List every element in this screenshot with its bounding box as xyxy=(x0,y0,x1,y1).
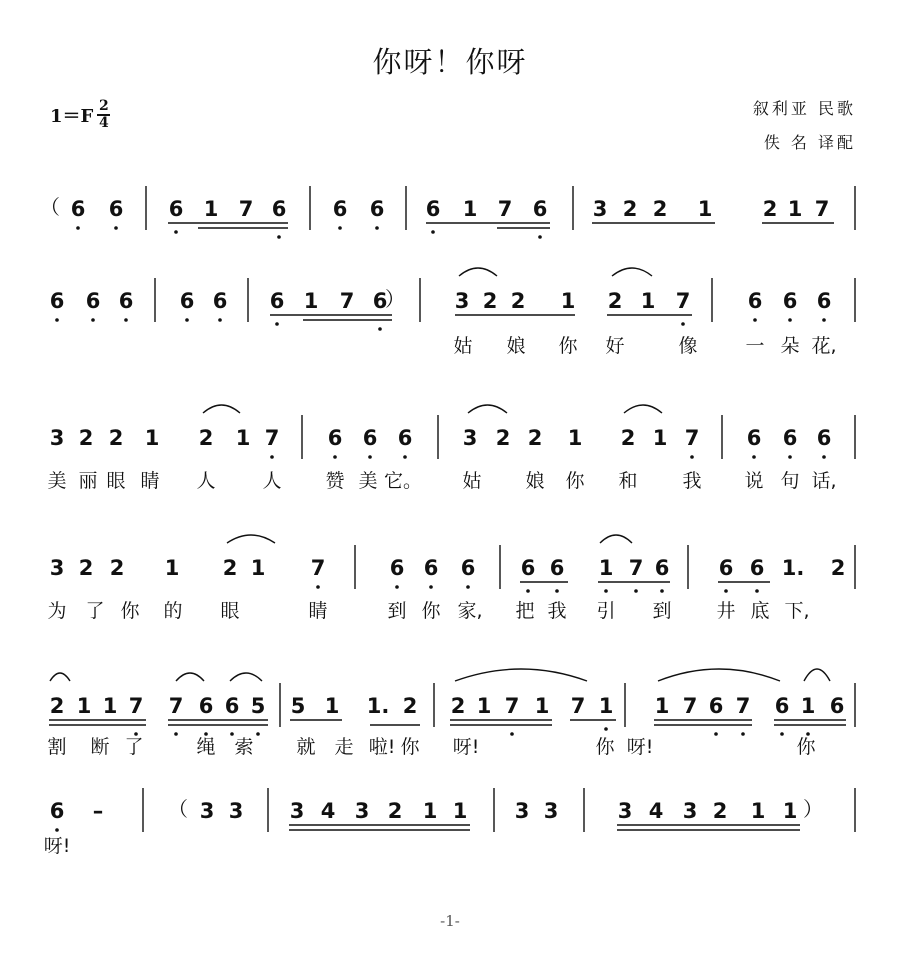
slur xyxy=(455,669,587,681)
note: 2 xyxy=(620,426,636,450)
octave-dot xyxy=(378,327,382,331)
note: 6 xyxy=(327,426,343,450)
octave-dot xyxy=(755,589,759,593)
note: 6 xyxy=(372,289,388,313)
lyric-char: 你 xyxy=(558,335,578,357)
note: 3 xyxy=(49,426,65,450)
lyric-char: 美 xyxy=(47,470,67,492)
note: 1 xyxy=(476,694,492,718)
note: 2 xyxy=(510,289,526,313)
note: 6 xyxy=(520,556,536,580)
lyric-char: 下, xyxy=(784,600,810,622)
note: 7 xyxy=(264,426,280,450)
octave-dot xyxy=(690,455,694,459)
octave-dot xyxy=(780,732,784,736)
note: 7 xyxy=(168,694,184,718)
octave-dot xyxy=(555,589,559,593)
note: 4 xyxy=(648,799,664,823)
music-system xyxy=(47,669,855,758)
note: 7 xyxy=(310,556,326,580)
lyric-char: 你 xyxy=(796,736,816,758)
lyric-char: 呀! xyxy=(452,736,480,758)
note: 6 xyxy=(423,556,439,580)
octave-dot xyxy=(230,732,234,736)
lyric-char: 睛 xyxy=(308,600,328,622)
octave-dot xyxy=(316,585,320,589)
lyric-char: 一 xyxy=(745,335,765,357)
lyric-char: 家, xyxy=(457,600,483,622)
note: 6 xyxy=(179,289,195,313)
octave-dot xyxy=(174,230,178,234)
octave-dot xyxy=(724,589,728,593)
lyric-char: 它。 xyxy=(383,470,423,492)
lyric-char: 像 xyxy=(678,335,698,357)
note: 3 xyxy=(514,799,530,823)
page-number: -1- xyxy=(440,912,460,930)
lyric-char: 你 xyxy=(421,600,441,622)
octave-dot xyxy=(466,585,470,589)
lyric-char: 美 xyxy=(358,470,378,492)
octave-dot xyxy=(604,727,608,731)
lyric-char: 啦! xyxy=(368,736,396,758)
note: 7 xyxy=(504,694,520,718)
lyric-char: 娘 xyxy=(525,470,545,492)
lyric-char: 人 xyxy=(196,470,216,492)
music-system xyxy=(47,535,855,622)
note: 1 xyxy=(652,426,668,450)
note: 6 xyxy=(49,799,65,823)
key-label: 1＝F xyxy=(50,106,94,127)
note: 3 xyxy=(289,799,305,823)
lyric-char: 眼 xyxy=(106,470,126,492)
note: 3 xyxy=(592,197,608,221)
note: 7 xyxy=(682,694,698,718)
lyric-char: 绳 xyxy=(196,736,216,758)
lyric-char: 你 xyxy=(595,736,615,758)
tie xyxy=(600,535,632,543)
octave-dot xyxy=(114,226,118,230)
note: 1 xyxy=(782,799,798,823)
lyric-char: 的 xyxy=(163,600,183,622)
lyric-char: 花, xyxy=(811,335,837,357)
octave-dot xyxy=(91,318,95,322)
note: 7 xyxy=(238,197,254,221)
lyric-char: 说 xyxy=(744,470,764,492)
note: 3 xyxy=(543,799,559,823)
note: 6 xyxy=(198,694,214,718)
octave-dot xyxy=(788,318,792,322)
tie xyxy=(230,673,262,681)
note: 7 xyxy=(570,694,586,718)
note: 6 xyxy=(212,289,228,313)
note: 1 xyxy=(654,694,670,718)
lyric-char: 好 xyxy=(605,335,625,357)
note: 7 xyxy=(735,694,751,718)
octave-dot xyxy=(429,585,433,589)
note: 1. xyxy=(366,694,390,718)
note: 1 xyxy=(164,556,180,580)
note: 2 xyxy=(762,197,778,221)
octave-dot xyxy=(526,589,530,593)
note: 1 xyxy=(560,289,576,313)
music-system xyxy=(50,268,855,357)
note: 1 xyxy=(640,289,656,313)
lyric-char: 丽 xyxy=(78,470,98,492)
note: 4 xyxy=(320,799,336,823)
lyric-char: 索 xyxy=(234,736,254,758)
lyric-char: 割 xyxy=(47,736,67,758)
note: 7 xyxy=(684,426,700,450)
note: 6 xyxy=(425,197,441,221)
octave-dot xyxy=(753,318,757,322)
octave-dot xyxy=(822,318,826,322)
tie xyxy=(612,268,652,276)
note: 3 xyxy=(49,556,65,580)
note: 1 xyxy=(203,197,219,221)
lyric-char: 走 xyxy=(334,736,354,758)
note: 6 xyxy=(816,426,832,450)
note: 2 xyxy=(78,426,94,450)
note: 1 xyxy=(534,694,550,718)
note: 1 xyxy=(598,556,614,580)
lyric-char: 句 xyxy=(780,470,800,492)
note: 6 xyxy=(782,426,798,450)
slur xyxy=(658,669,780,681)
lyric-char: 你 xyxy=(400,736,420,758)
close-paren: ） xyxy=(803,797,823,821)
note: 7 xyxy=(128,694,144,718)
octave-dot xyxy=(368,455,372,459)
note: 7 xyxy=(497,197,513,221)
note: 5 xyxy=(290,694,306,718)
lyric-char: 为 xyxy=(47,600,67,622)
note: 1 xyxy=(800,694,816,718)
note: 6 xyxy=(70,197,86,221)
octave-dot xyxy=(403,455,407,459)
note: 2 xyxy=(607,289,623,313)
octave-dot xyxy=(218,318,222,322)
octave-dot xyxy=(275,322,279,326)
note: 7 xyxy=(675,289,691,313)
octave-dot xyxy=(333,455,337,459)
octave-dot xyxy=(55,828,59,832)
note: 2 xyxy=(49,694,65,718)
lyric-char: 朵 xyxy=(780,335,800,357)
note: 2 xyxy=(402,694,418,718)
note: 1 xyxy=(102,694,118,718)
slur xyxy=(804,669,830,681)
origin-label: 叙利亚 民歌 xyxy=(752,99,856,118)
octave-dot xyxy=(338,226,342,230)
octave-dot xyxy=(752,455,756,459)
note: 2 xyxy=(450,694,466,718)
note: 7 xyxy=(628,556,644,580)
lyric-char: 就 xyxy=(296,736,316,758)
lyric-char: 我 xyxy=(547,600,567,622)
note: 6 xyxy=(654,556,670,580)
note: – xyxy=(92,799,104,823)
note: 2 xyxy=(652,197,668,221)
lyric-char: 话, xyxy=(811,470,837,492)
octave-dot xyxy=(681,322,685,326)
note: 3 xyxy=(682,799,698,823)
octave-dot xyxy=(660,589,664,593)
octave-dot xyxy=(185,318,189,322)
music-system xyxy=(47,405,855,492)
note: 2 xyxy=(527,426,543,450)
note: 6 xyxy=(49,289,65,313)
note: 6 xyxy=(774,694,790,718)
note: 2 xyxy=(109,556,125,580)
note: 6 xyxy=(749,556,765,580)
note: 6 xyxy=(271,197,287,221)
note: 1 xyxy=(235,426,251,450)
note: 6 xyxy=(708,694,724,718)
note: 6 xyxy=(397,426,413,450)
lyric-char: 和 xyxy=(618,470,638,492)
note: 2 xyxy=(198,426,214,450)
octave-dot xyxy=(174,732,178,736)
lyric-char: 到 xyxy=(652,600,672,622)
tie xyxy=(459,268,497,276)
note: 6 xyxy=(816,289,832,313)
note: 6 xyxy=(782,289,798,313)
note: 2 xyxy=(622,197,638,221)
lyric-char: 呀! xyxy=(626,736,654,758)
lyric-char: 睛 xyxy=(140,470,160,492)
note: 2 xyxy=(712,799,728,823)
lyric-char: 眼 xyxy=(220,600,240,622)
lyric-char: 把 xyxy=(515,600,535,622)
octave-dot xyxy=(431,230,435,234)
note: 7 xyxy=(339,289,355,313)
octave-dot xyxy=(741,732,745,736)
octave-dot xyxy=(788,455,792,459)
note: 2 xyxy=(495,426,511,450)
note: 6 xyxy=(85,289,101,313)
lyric-char: 赞 xyxy=(325,470,345,492)
note: 3 xyxy=(228,799,244,823)
note: 6 xyxy=(362,426,378,450)
open-paren: （ xyxy=(40,195,60,219)
note: 6 xyxy=(108,197,124,221)
lyric-char: 人 xyxy=(262,470,282,492)
note: 2 xyxy=(222,556,238,580)
note: 1 xyxy=(452,799,468,823)
note: 2 xyxy=(482,289,498,313)
tie xyxy=(468,405,507,413)
octave-dot xyxy=(256,732,260,736)
tie xyxy=(227,535,275,543)
tie xyxy=(176,673,204,681)
note: 2 xyxy=(387,799,403,823)
octave-dot xyxy=(55,318,59,322)
tie xyxy=(624,405,662,413)
note: 1 xyxy=(787,197,803,221)
octave-dot xyxy=(277,235,281,239)
note: 1 xyxy=(422,799,438,823)
lyric-char: 井 xyxy=(716,600,736,622)
note: 3 xyxy=(354,799,370,823)
note: 6 xyxy=(460,556,476,580)
note: 6 xyxy=(369,197,385,221)
note: 3 xyxy=(462,426,478,450)
song-title: 你呀！你呀 xyxy=(372,45,528,79)
music-system xyxy=(44,788,855,857)
lyric-char: 我 xyxy=(682,470,702,492)
open-paren: （ xyxy=(168,797,188,821)
octave-dot xyxy=(822,455,826,459)
note: 1 xyxy=(697,197,713,221)
octave-dot xyxy=(538,235,542,239)
note: 6 xyxy=(532,197,548,221)
octave-dot xyxy=(714,732,718,736)
note: 1 xyxy=(567,426,583,450)
lyric-char: 你 xyxy=(565,470,585,492)
time-bottom: 4 xyxy=(98,115,109,131)
note: 6 xyxy=(549,556,565,580)
octave-dot xyxy=(604,589,608,593)
note: 1 xyxy=(303,289,319,313)
note: 6 xyxy=(168,197,184,221)
lyric-char: 底 xyxy=(750,600,770,622)
note: 1 xyxy=(250,556,266,580)
note: 2 xyxy=(108,426,124,450)
note: 2 xyxy=(78,556,94,580)
lyric-char: 姑 xyxy=(462,470,482,492)
octave-dot xyxy=(76,226,80,230)
time-top: 2 xyxy=(98,98,109,114)
tie xyxy=(203,405,240,413)
note: 6 xyxy=(224,694,240,718)
lyric-char: 娘 xyxy=(506,335,526,357)
close-paren: ） xyxy=(385,287,405,311)
tie xyxy=(50,673,70,681)
octave-dot xyxy=(634,589,638,593)
note: 5 xyxy=(250,694,266,718)
octave-dot xyxy=(124,318,128,322)
note: 6 xyxy=(389,556,405,580)
note: 2 xyxy=(830,556,846,580)
note: 6 xyxy=(118,289,134,313)
note: 6 xyxy=(332,197,348,221)
lyric-char: 断 xyxy=(90,736,110,758)
lyric-char: 到 xyxy=(387,600,407,622)
lyric-char: 引 xyxy=(596,600,616,622)
octave-dot xyxy=(270,455,274,459)
note: 1 xyxy=(144,426,160,450)
arranger-label: 佚 名 译配 xyxy=(763,133,856,152)
octave-dot xyxy=(395,585,399,589)
note: 6 xyxy=(746,426,762,450)
note: 3 xyxy=(617,799,633,823)
note: 6 xyxy=(718,556,734,580)
lyric-char: 了 xyxy=(124,736,144,758)
lyric-char: 姑 xyxy=(453,335,473,357)
note: 1 xyxy=(598,694,614,718)
octave-dot xyxy=(375,226,379,230)
music-system xyxy=(40,186,855,239)
note: 6 xyxy=(269,289,285,313)
note: 6 xyxy=(829,694,845,718)
note: 7 xyxy=(814,197,830,221)
lyric-char: 呀! xyxy=(43,835,71,857)
lyric-char: 了 xyxy=(85,600,105,622)
note: 1. xyxy=(781,556,805,580)
note: 1 xyxy=(76,694,92,718)
note: 1 xyxy=(324,694,340,718)
note: 6 xyxy=(747,289,763,313)
note: 1 xyxy=(462,197,478,221)
note: 3 xyxy=(199,799,215,823)
octave-dot xyxy=(510,732,514,736)
note: 3 xyxy=(454,289,470,313)
note: 1 xyxy=(750,799,766,823)
lyric-char: 你 xyxy=(120,600,140,622)
